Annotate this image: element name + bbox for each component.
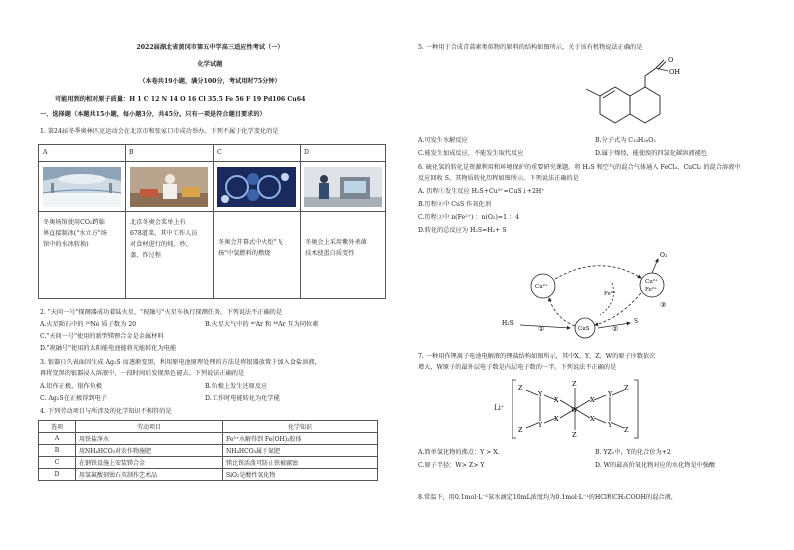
q3-stem-line2: 再将变黑的银器浸入溶液中，一段时间后发现黑色褪去。下列说法正确的是 [40,370,245,377]
q2-stem: 2. "天问一号"探测器成功着陆火星，"祝融号"火星车执行探测任务。下列说法不正确的是 [40,309,283,316]
fe-right-node [640,273,664,297]
svg-text:X: X [554,396,559,404]
cu2-label: Cu²⁺ [535,284,548,290]
fe3-label: Fe³⁺ [604,291,616,297]
table-header-cell: 选项 [39,421,76,433]
cus-label: CuS [578,326,590,332]
q5-structure-diagram [560,56,690,132]
exam-info: （本卷共19小题，满分100分，考试用时75分钟） [139,78,281,85]
q7-option-d: D. W的最高价氧化物对应的水化物是中强酸 [595,462,716,469]
table-row [39,469,378,481]
step-3-label: ③ [660,301,667,309]
q1-option-c-text: 冬奥会开幕式中火炬"飞 扬"中氢燃料的燃烧 [218,239,283,257]
q6-cycle-diagram [500,243,685,343]
q4-table [38,420,378,481]
q6-option-b: B.历程②中 CuS 作氧化剂 [418,201,491,208]
q6-option-c: C.历程③中 n(Fe²⁺) ：n(O₂)=1 ：4 [418,214,520,221]
photo-uv-sterilizer [304,167,382,207]
q6-stem-line2: 反应回收 S，其物质转化历程如图所示。下列说法正确的是 [418,175,579,182]
q1-option-b-text: 北京冬奥会菜单上有 678道菜，其中工作人员 对食材进行的炖、炒、 蒸、炸过程 [130,219,198,259]
q7-stem-line2: 增大，W原子的最外层电子数是内层电子数的一半。下列说法不正确的是 [418,364,617,371]
table-cell: 用NH₄HCO₃对农作物施肥 [76,445,223,457]
q1-option-b-letter: B [129,149,134,156]
q5-option-c: C.能发生加成反应，不能发生取代反应 [418,150,524,157]
q5-option-a: A.可发生水解反应 [418,137,468,144]
q5-hydroxyl-label: OH [669,68,680,76]
exam-title: 2022届湖北省黄冈市第五中学高三适应性考试（一） [136,44,284,51]
fe-right-label1: Cu²⁺ [645,279,658,285]
o2-label: O₂ [660,252,668,259]
svg-text:Y: Y [608,390,613,398]
svg-text:Y: Y [538,390,543,398]
q6-option-d: D.转化的总反应为 H₂S=H₂+ S [418,227,507,234]
table-header-cell: 劳动项目 [76,421,223,433]
step-2-label: ② [612,325,619,333]
q1-option-a-text: 冬奥场馆使用CO₂跨临 界直接制冰("水立方"场 馆中的水冰转换) [43,219,107,248]
table-cell: A [39,433,76,445]
step-1-label: ① [538,325,545,333]
q3-option-a: A.铝作正极，银作负极 [40,383,103,390]
svg-text:X: X [590,396,595,404]
atomic-masses: 可能用到的相对原子质量：H 1 C 12 N 14 O 16 Cl 35.5 Fe 56 F 19 Pd106 Cu64 [55,96,306,103]
table-cell: Fe³⁺水解得到 Fe(OH)₃胶体 [223,433,378,445]
svg-text:Y: Y [538,421,543,429]
table-cell: NH₄HCO₃属于氮肥 [223,445,378,457]
table-row [39,457,378,469]
svg-text:Z: Z [572,380,577,388]
q7-stem-line1: 7. 一种用作锂离子电池电解液的锂盐结构如图所示，其中X、Y、Z、W的原子序数依次 [418,353,656,360]
svg-text:W: W [571,406,578,414]
q7-option-b: B. YZ₂中，Y的化合价为+2 [595,449,671,456]
q6-stem-line1: 6. 硫化氢的转化是资源利用和环境保护的重要研究课题。将 H₂S 和空气的混合气体通入 FeCl₃、CuCl₂ 的混合溶液中 [418,164,741,171]
table-cell: 用氢氟酸刻蚀石英制作艺术品 [76,469,223,481]
q7-option-c: C.原子半径：W> Z> Y [418,462,485,469]
q4-stem: 4. 下列劳动项目与所涉及的化学知识不相符的是 [40,408,172,415]
photo-torch-pattern [217,167,296,207]
q3-option-b: B.负极上发生还原反应 [205,383,268,390]
q2-option-a: A.火星陨石中的 ²⁰Ne 质子数为 20 [40,321,137,328]
h2s-label: H₂S [502,320,514,327]
q6-option-a: A. 历程①发生反应 H₂S+Cu²⁺=CuS↓+2H⁺ [418,188,545,195]
svg-text:Z: Z [572,431,577,439]
svg-text:X: X [590,415,595,423]
q8-stem: 8.常温下，用0.1mol·L⁻¹氨水滴定10mL浓度均为0.1mol·L⁻¹的HCl和CH₃COOH的混合液， [418,494,677,501]
q3-option-c: C. Ag₂S在正极得到电子 [40,395,107,402]
table-header-cell: 化学知识 [223,421,378,433]
q2-option-c: C."天问一号"使用的新型镁锂合金是金属材料 [40,333,164,340]
q1-option-d-letter: D [304,149,309,156]
q7-option-a: A.简单氢化物的沸点：Y > X. [418,449,500,456]
svg-text:X: X [554,415,559,423]
table-cell: B [39,445,76,457]
table-cell: D [39,469,76,481]
svg-text:Z: Z [518,426,523,434]
q3-stem-line1: 3. 银器日久表面因生成 Ag₂S 而逐渐变黑，利用原电池原理处理的方法是将银器放置于加入食盐溶液， [40,359,321,366]
table-cell: 镁比铁活泼可防止铁被腐蚀 [223,457,378,469]
svg-text:Y: Y [608,421,613,429]
s-label: S [634,318,639,325]
svg-text:Z: Z [624,426,629,434]
q5-option-b: B.分子式为 C₁₃H₂₀O₂ [595,137,656,144]
q3-option-d: D.工作时电能转化为化学能 [205,395,280,402]
li-ion-label: Li⁺ [494,404,505,412]
q5-stem: 5. 一种用于合成青蒿素类似物的原料的结构如图所示，关于该有机物说法正确的是 [418,44,643,51]
subject-title: 化学试题 [197,61,223,68]
table-header-row [39,421,378,433]
table-cell: C [39,457,76,469]
q1-stem: 1. 第24届冬季奥林匹克运动会在北京市和张家口市成功举办。下列不属于化学变化的是 [40,128,279,135]
q5-option-d: D.属于烯烃，能使溴的四氯化碳溶液褪色 [595,150,707,157]
q2-option-b: B.火星大气中的 ⁴⁰Ar 和 ³⁶Ar 互为同位素 [205,321,319,328]
q1-options-table [38,144,386,299]
svg-text:Z: Z [624,384,629,392]
q1-option-a-letter: A [43,149,48,156]
photo-ice-venue [43,167,121,207]
fe-right-label2: Fe²⁺ [645,287,657,293]
table-cell: 在钢铁设施上安装镁合金 [76,457,223,469]
q5-carbonyl-o: O [668,56,674,64]
photo-kitchen-chef [130,167,208,207]
section-heading: 一、选择题（本题共15小题，每小题3分，共45分。只有一项是符合题目要求的） [40,111,266,118]
svg-text:Z: Z [518,384,523,392]
q7-structure-diagram [512,378,642,440]
q1-option-d-text: 冬奥会上采用紫外杀菌 技术使蛋白质变性 [305,239,367,257]
table-cell: 用铁盐净水 [76,433,223,445]
table-cell: SiO₂是酸性氧化物 [223,469,378,481]
q1-option-c-letter: C [217,149,222,156]
q2-option-d: D."祝融号"使用的太阳能电池能将光能转化为电能 [40,345,177,352]
table-row [39,445,378,457]
table-row [39,433,378,445]
